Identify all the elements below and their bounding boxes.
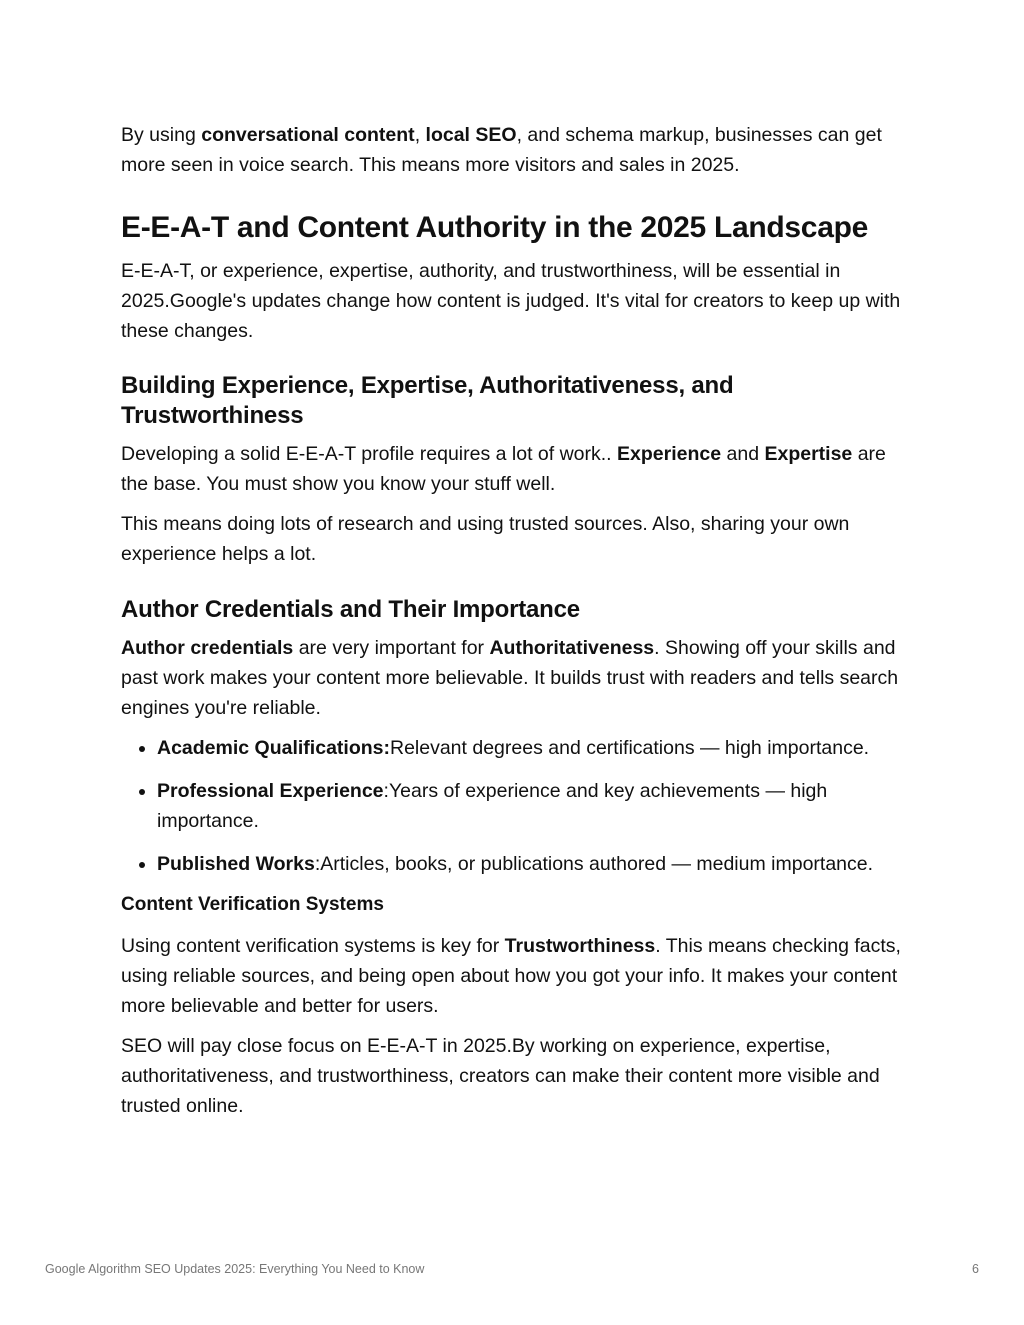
footer-title: Google Algorithm SEO Updates 2025: Everything You Need to Know xyxy=(45,1262,425,1276)
intro-paragraph: By using conversational content, local SEO, and schema markup, businesses can get more seen in voice search. This means more visitors and sales in 2025. xyxy=(121,124,882,176)
list-item: • Professional Experience:Years of experience and key achievements — high importance. xyxy=(157,776,911,836)
document-body xyxy=(121,120,911,1121)
bold-expertise: Expertise xyxy=(764,443,853,465)
building-heading: Building Experience, Expertise, Authoritativeness, and Trustworthiness xyxy=(121,372,734,429)
page-number: 6 xyxy=(972,1262,979,1276)
verification-paragraph-2: SEO will pay close focus on E-E-A-T in 2025.By working on experience, expertise, authoritativeness, and trustworthiness, creators can make their content more visible and trusted online. xyxy=(121,1035,880,1117)
bold-authoritativeness: Authoritativeness xyxy=(489,637,655,659)
credentials-paragraph: Author credentials are very important for Authoritativeness. Showing off your skills and past work makes your content more believable. It builds trust with readers and tells search engines you're reliable. xyxy=(121,637,899,719)
eeat-heading: E-E-A-T and Content Authority in the 2025 Landscape xyxy=(121,211,868,244)
bold-conversational-content: conversational content xyxy=(201,124,415,146)
building-paragraph-2: This means doing lots of research and using trusted sources. Also, sharing your own experience helps a lot. xyxy=(121,513,850,565)
list-item: • Published Works:Articles, books, or publications authored — medium importance. xyxy=(157,849,911,879)
bold-author-credentials: Author credentials xyxy=(121,637,294,659)
verification-paragraph-1: Using content verification systems is key for Trustworthiness. This means checking facts, using reliable sources, and being open about how you got your info. It makes your content more believable and better for users. xyxy=(121,935,901,1017)
eeat-paragraph: E-E-A-T, or experience, expertise, authority, and trustworthiness, will be essential in 2025.Google's updates change how content is judged. It's vital for creators to keep up with these changes. xyxy=(121,260,901,342)
list-item: • Academic Qualifications:Relevant degrees and certifications — high importance. xyxy=(157,733,911,763)
verification-heading: Content Verification Systems xyxy=(121,894,384,915)
bold-local-seo: local SEO xyxy=(425,124,517,146)
bold-experience: Experience xyxy=(617,443,722,465)
credentials-heading: Author Credentials and Their Importance xyxy=(121,596,580,623)
page-footer xyxy=(45,1262,979,1276)
credentials-list xyxy=(121,733,911,879)
bold-trustworthiness: Trustworthiness xyxy=(504,935,656,957)
building-paragraph-1: Developing a solid E-E-A-T profile requires a lot of work.. Experience and Expertise are the base. You must show you know your stuff well. xyxy=(121,443,886,495)
